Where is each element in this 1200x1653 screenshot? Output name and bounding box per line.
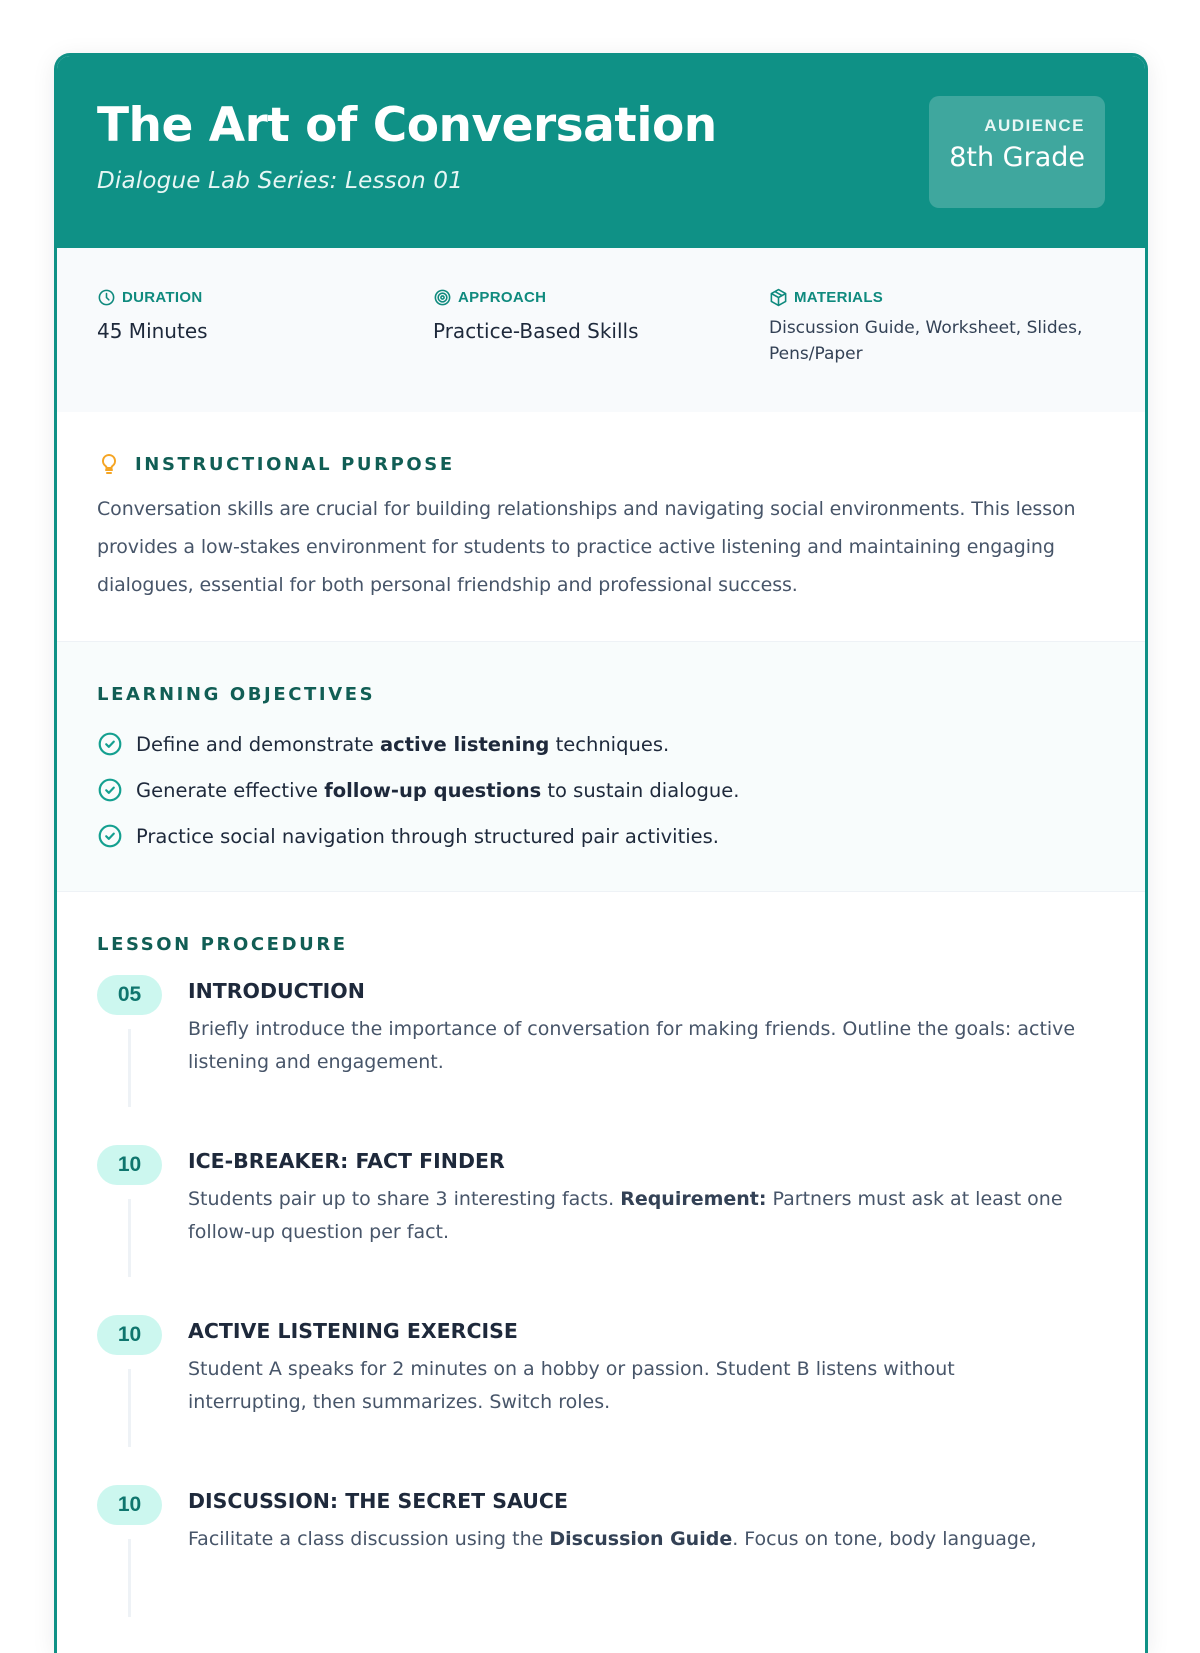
step-duration-badge: 10 [97, 1145, 162, 1185]
lesson-procedure-section [57, 892, 1145, 1653]
objectives-heading: LEARNING OBJECTIVES [97, 684, 376, 705]
duration-label: DURATION [122, 289, 203, 306]
objective-text: Define and demonstrate active listening techniques. [136, 732, 670, 756]
learning-objectives-section [57, 642, 1145, 892]
materials-value: Discussion Guide, Worksheet, Slides, Pens/Paper [769, 318, 1083, 364]
purpose-text: Conversation skills are crucial for building relationships and navigating social environments. This lesson provides a low-stakes environment for students to practice active listening and maintaining engaging dialogues, essential for both personal friendship and professional success. [97, 498, 1076, 596]
check-circle-icon [97, 731, 123, 757]
step-title: ICE-BREAKER: FACT FINDER [188, 1149, 505, 1173]
objective-item [97, 767, 1105, 813]
procedure-step [97, 975, 1105, 1145]
target-icon [433, 288, 452, 307]
step-description: Student A speaks for 2 minutes on a hobby or passion. Student B listens without interrupting, then summarizes. Switch roles. [188, 1358, 955, 1413]
check-circle-icon [97, 823, 123, 849]
timeline-connector [128, 1369, 131, 1447]
duration-value: 45 Minutes [97, 319, 208, 343]
step-description: Facilitate a class discussion using the Discussion Guide. Focus on tone, body language, [188, 1528, 1037, 1550]
lesson-header [57, 56, 1145, 248]
lesson-meta [57, 248, 1145, 412]
objective-text: Practice social navigation through structured pair activities. [136, 824, 719, 848]
materials-label: MATERIALS [794, 289, 884, 306]
step-duration-badge: 10 [97, 1485, 162, 1525]
audience-label: AUDIENCE [984, 116, 1085, 135]
objective-item [97, 813, 1105, 859]
procedure-heading: LESSON PROCEDURE [97, 934, 348, 955]
meta-duration [97, 288, 433, 412]
audience-badge [929, 96, 1105, 208]
clock-icon [97, 288, 116, 307]
approach-value: Practice-Based Skills [433, 319, 639, 343]
procedure-step [97, 1485, 1105, 1653]
procedure-step [97, 1145, 1105, 1315]
audience-value: 8th Grade [949, 142, 1085, 173]
timeline-connector [128, 1199, 131, 1277]
step-title: DISCUSSION: THE SECRET SAUCE [188, 1489, 568, 1513]
step-description: Briefly introduce the importance of conversation for making friends. Outline the goals: active listening and engagement. [188, 1018, 1076, 1073]
purpose-heading: INSTRUCTIONAL PURPOSE [135, 453, 455, 475]
step-duration-badge: 05 [97, 975, 162, 1015]
box-icon [769, 288, 788, 307]
objective-item [97, 721, 1105, 767]
meta-materials [769, 288, 1105, 412]
step-title: INTRODUCTION [188, 979, 365, 1003]
check-circle-icon [97, 777, 123, 803]
objectives-list [97, 721, 1105, 859]
procedure-steps [97, 975, 1105, 1653]
step-duration-badge: 10 [97, 1315, 162, 1355]
procedure-step [97, 1315, 1105, 1485]
approach-label: APPROACH [458, 289, 547, 306]
objective-text: Generate effective follow-up questions to sustain dialogue. [136, 778, 740, 802]
timeline-connector [128, 1539, 131, 1617]
meta-approach [433, 288, 769, 412]
lesson-title: The Art of Conversation [97, 98, 717, 153]
step-title: ACTIVE LISTENING EXERCISE [188, 1319, 518, 1343]
step-description: Students pair up to share 3 interesting facts. Requirement: Partners must ask at least one follow-up question per fact. [188, 1188, 1063, 1243]
lightbulb-icon [97, 452, 121, 476]
lesson-subtitle: Dialogue Lab Series: Lesson 01 [97, 168, 464, 194]
timeline-connector [128, 1029, 131, 1107]
lesson-plan-card [54, 53, 1148, 1653]
instructional-purpose-section [57, 412, 1145, 642]
